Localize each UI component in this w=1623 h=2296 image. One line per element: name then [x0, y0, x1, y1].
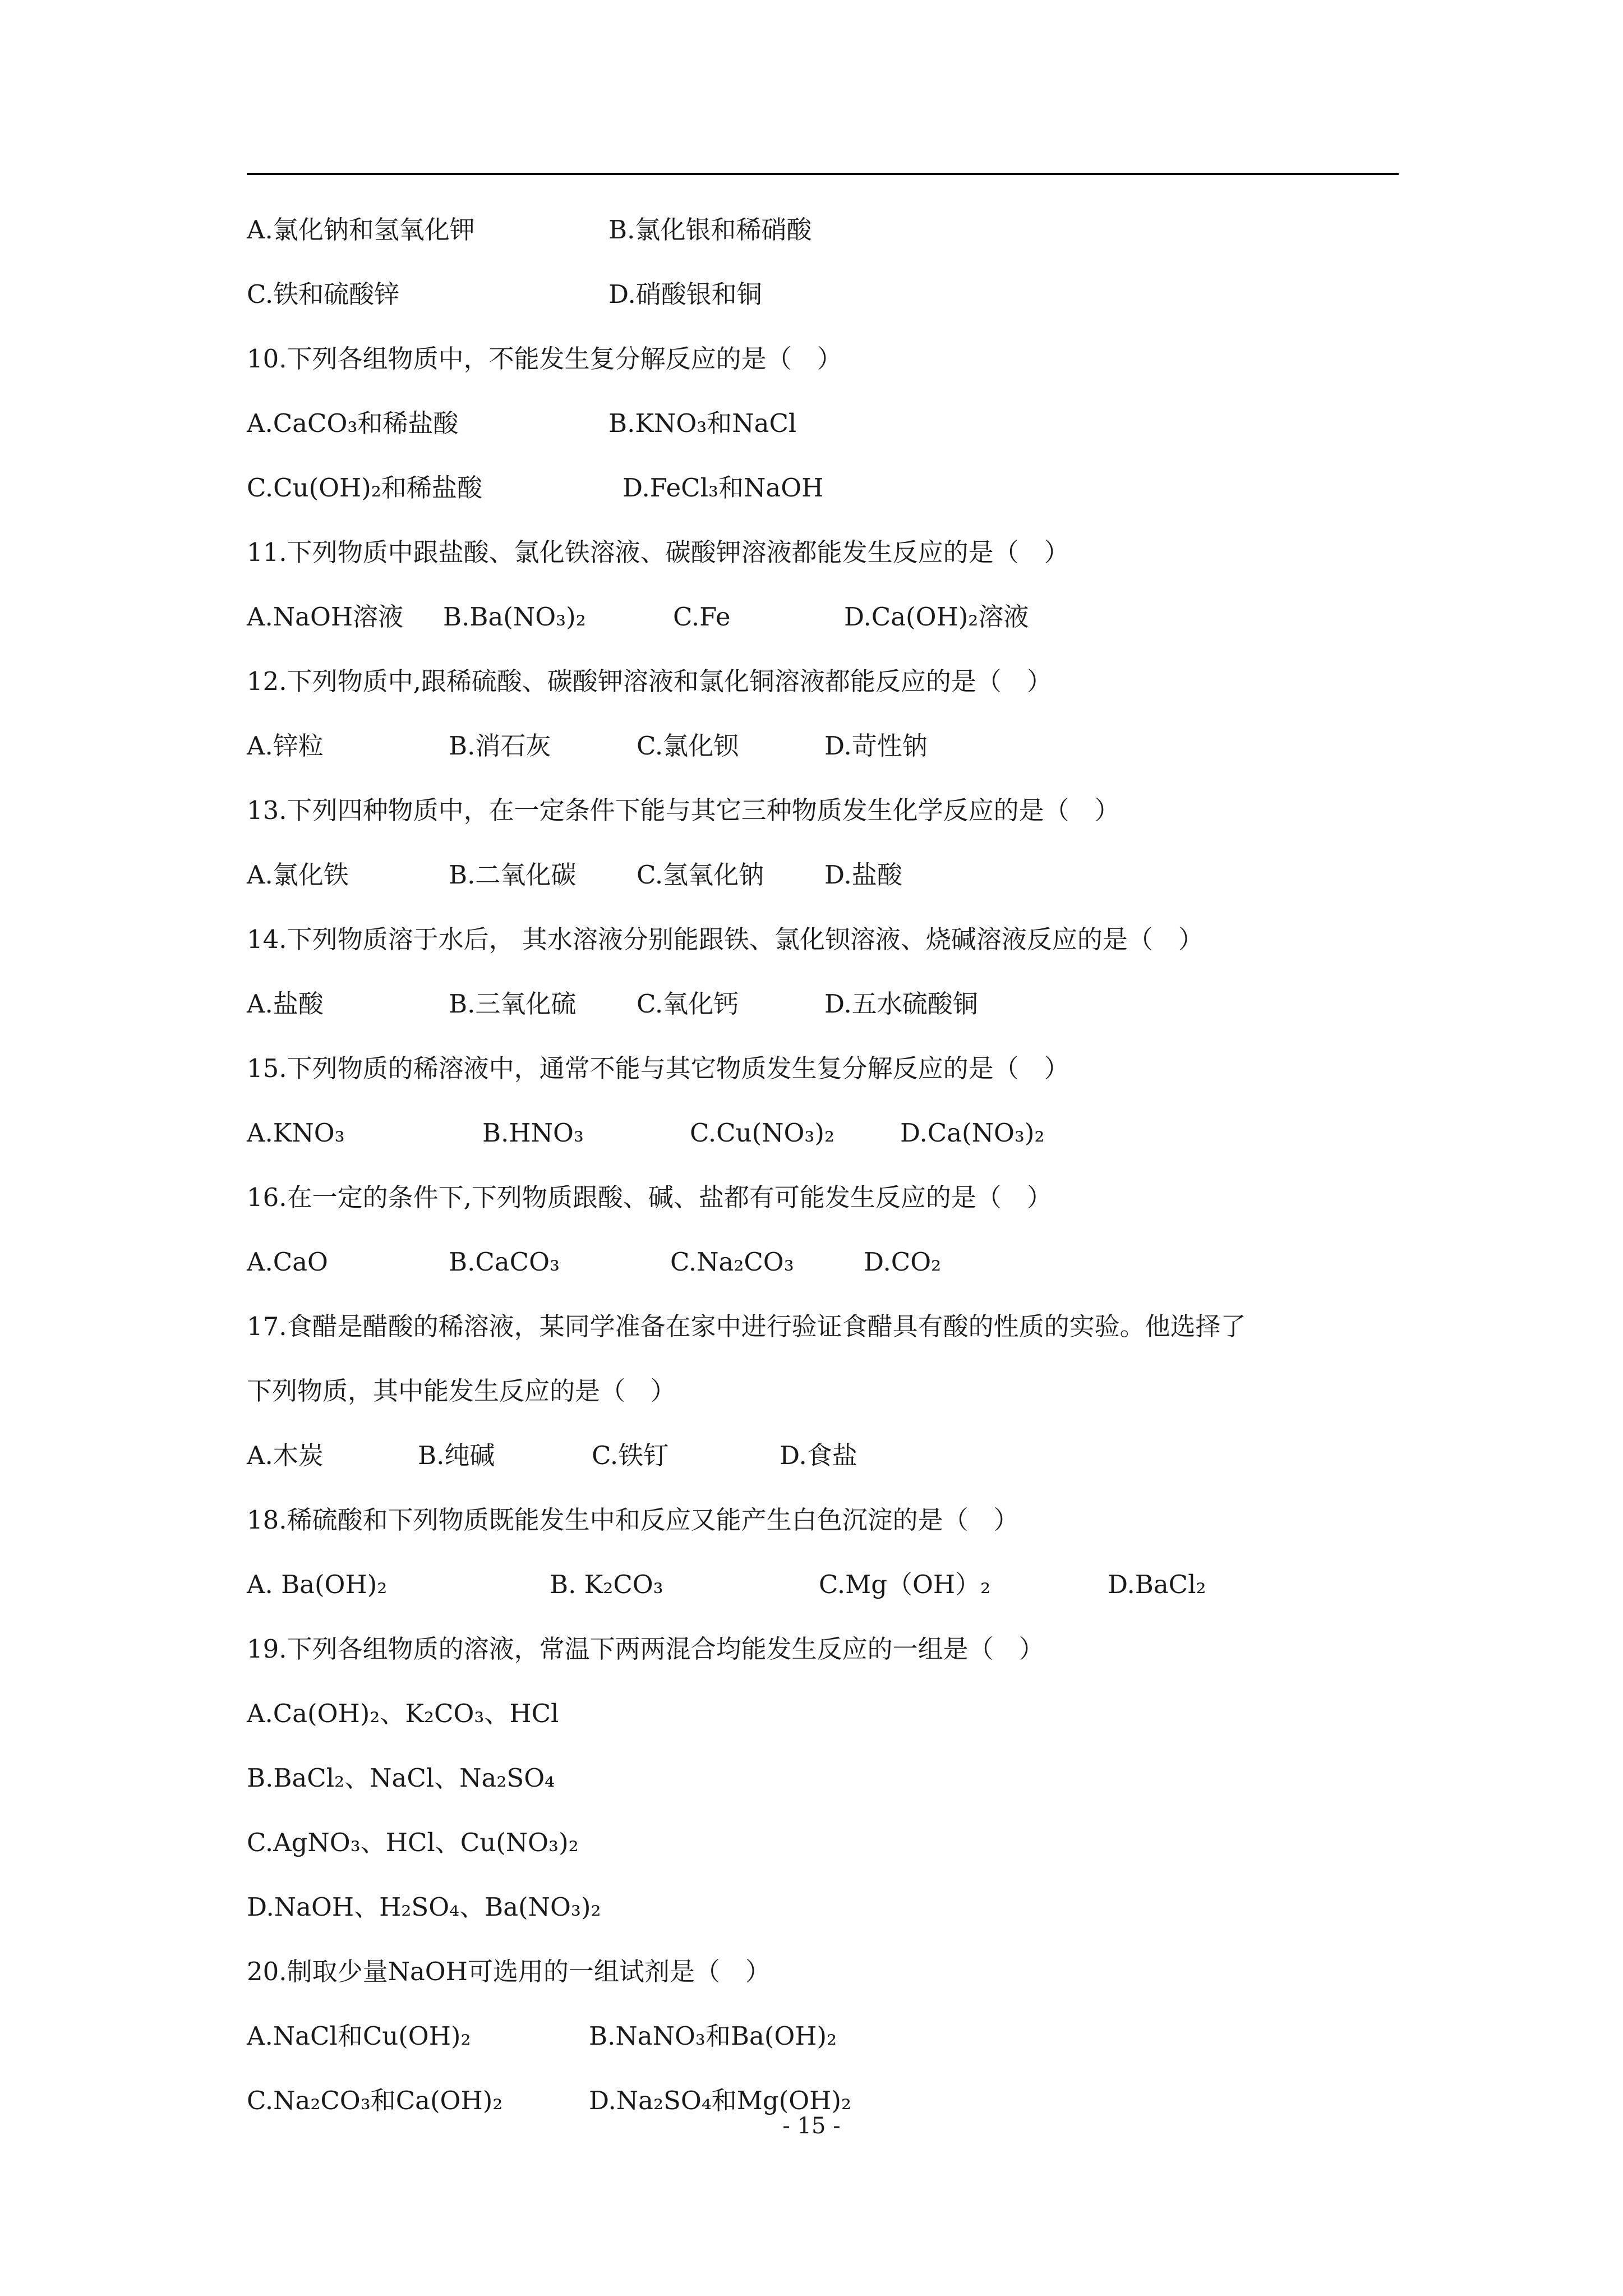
q12-stem: 12.下列物质中,跟稀硫酸、碳酸钾溶液和氯化铜溶液都能反应的是（ ） [247, 666, 1052, 696]
q15-option-a: A.KNO₃ [247, 1118, 345, 1148]
q12-option-a: A.锌粒 [247, 731, 324, 761]
q9-option-a: A.氯化钠和氢氧化钾 [247, 215, 475, 245]
q20-option-a: A.NaCl和Cu(OH)₂ [247, 2021, 471, 2051]
header-rule [247, 173, 1399, 175]
q19-option-a: A.Ca(OH)₂、K₂CO₃、HCl [247, 1699, 559, 1728]
q18-option-a: A. Ba(OH)₂ [247, 1570, 388, 1599]
q14-option-a: A.盐酸 [247, 989, 324, 1019]
q11-option-b: B.Ba(NO₃)₂ [443, 602, 586, 632]
q9-option-c: C.铁和硫酸锌 [247, 279, 400, 309]
q11-stem: 11.下列物质中跟盐酸、氯化铁溶液、碳酸钾溶液都能发生反应的是（ ） [247, 537, 1069, 567]
q15-option-c: C.Cu(NO₃)₂ [690, 1118, 835, 1148]
q18-option-d: D.BaCl₂ [1108, 1570, 1206, 1599]
q9-option-d: D.硝酸银和铜 [608, 279, 762, 309]
q19-option-d: D.NaOH、H₂SO₄、Ba(NO₃)₂ [247, 1892, 601, 1922]
q10-stem: 10.下列各组物质中，不能发生复分解反应的是（ ） [247, 344, 842, 374]
q16-stem: 16.在一定的条件下,下列物质跟酸、碱、盐都有可能发生反应的是（ ） [247, 1182, 1052, 1212]
q15-option-d: D.Ca(NO₃)₂ [900, 1118, 1045, 1148]
q20-option-c: C.Na₂CO₃和Ca(OH)₂ [247, 2086, 503, 2115]
q10-option-d: D.FeCl₃和NaOH [623, 473, 824, 503]
q13-option-b: B.二氧化碳 [449, 860, 577, 890]
q13-option-a: A.氯化铁 [247, 860, 349, 890]
q19-stem: 19.下列各组物质的溶液，常温下两两混合均能发生反应的一组是（ ） [247, 1634, 1044, 1664]
q17-option-c: C.铁钉 [592, 1441, 669, 1470]
q11-option-d: D.Ca(OH)₂溶液 [844, 602, 1029, 632]
q18-option-c: C.Mg（OH）₂ [819, 1570, 991, 1599]
q17-stem-line1: 17.食醋是醋酸的稀溶液，某同学准备在家中进行验证食醋具有酸的性质的实验。他选择了 [247, 1312, 1246, 1341]
q10-option-a: A.CaCO₃和稀盐酸 [247, 408, 459, 438]
q13-option-d: D.盐酸 [824, 860, 902, 890]
q17-option-b: B.纯碱 [418, 1441, 495, 1470]
q19-option-b: B.BaCl₂、NaCl、Na₂SO₄ [247, 1763, 555, 1793]
q17-option-d: D.食盐 [780, 1441, 857, 1470]
q14-stem: 14.下列物质溶于水后， 其水溶液分别能跟铁、氯化钡溶液、烧碱溶液反应的是（ ） [247, 924, 1204, 954]
page-number: - 15 - [782, 2113, 841, 2139]
q20-stem: 20.制取少量NaOH可选用的一组试剂是（ ） [247, 1957, 771, 1986]
q20-option-b: B.NaNO₃和Ba(OH)₂ [589, 2021, 837, 2051]
q10-option-c: C.Cu(OH)₂和稀盐酸 [247, 473, 482, 503]
q16-option-c: C.Na₂CO₃ [670, 1247, 794, 1277]
q17-stem-line2: 下列物质，其中能发生反应的是（ ） [247, 1376, 676, 1406]
q16-option-a: A.CaO [247, 1247, 328, 1277]
q18-stem: 18.稀硫酸和下列物质既能发生中和反应又能产生白色沉淀的是（ ） [247, 1505, 1019, 1535]
q12-option-d: D.苛性钠 [824, 731, 928, 761]
q14-option-c: C.氧化钙 [637, 989, 739, 1019]
q15-stem: 15.下列物质的稀溶液中，通常不能与其它物质发生复分解反应的是（ ） [247, 1053, 1069, 1083]
q12-option-b: B.消石灰 [449, 731, 551, 761]
q10-option-b: B.KNO₃和NaCl [608, 408, 797, 438]
q17-option-a: A.木炭 [247, 1441, 324, 1470]
q14-option-d: D.五水硫酸铜 [824, 989, 978, 1019]
q15-option-b: B.HNO₃ [482, 1118, 584, 1148]
q16-option-b: B.CaCO₃ [449, 1247, 560, 1277]
q13-option-c: C.氢氧化钠 [637, 860, 764, 890]
q13-stem: 13.下列四种物质中，在一定条件下能与其它三种物质发生化学反应的是（ ） [247, 795, 1120, 825]
q16-option-d: D.CO₂ [864, 1247, 942, 1277]
q11-option-a: A.NaOH溶液 [247, 602, 404, 632]
q20-option-d: D.Na₂SO₄和Mg(OH)₂ [589, 2086, 851, 2115]
q14-option-b: B.三氧化硫 [449, 989, 577, 1019]
q18-option-b: B. K₂CO₃ [550, 1570, 663, 1599]
q19-option-c: C.AgNO₃、HCl、Cu(NO₃)₂ [247, 1828, 579, 1857]
q9-option-b: B.氯化银和稀硝酸 [608, 215, 812, 245]
q12-option-c: C.氯化钡 [637, 731, 739, 761]
q11-option-c: C.Fe [673, 602, 731, 632]
